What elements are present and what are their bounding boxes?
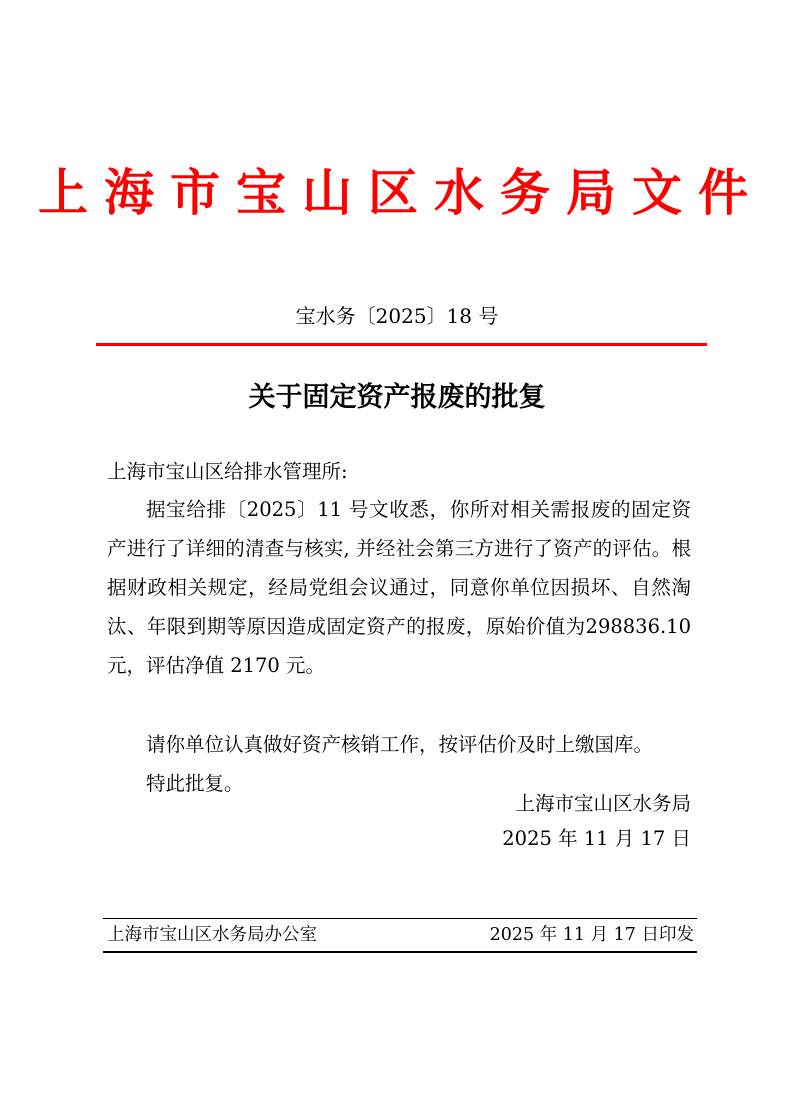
footer-issuer: 上海市宝山区水务局办公室 [107,925,317,945]
document-header-title: 上海市宝山区水务局文件 [38,163,764,222]
footer-bottom-rule [103,951,697,953]
footer-top-rule [103,918,697,919]
recipient: 上海市宝山区给排水管理所: [107,460,348,483]
footer-issue-date: 2025 年 11 月 17 日印发 [489,925,694,945]
document-number: 宝水务〔2025〕18 号 [295,304,499,328]
signature-organization: 上海市宝山区水务局 [515,792,691,815]
document-title: 关于固定资产报废的批复 [248,382,546,413]
body-paragraph: 请你单位认真做好资产核销工作，按评估价及时上缴国库。 [146,733,654,756]
red-separator-rule [96,343,707,346]
body-paragraph: 据宝给排〔2025〕11 号文收悉，你所对相关需报废的固定资产进行了详细的清查与核实, 并经社会第三方进行了资产的评估。根据财政相关规定，经局党组会议通过，同意你单位因损坏、自然淘汰、年限到期等原因造成固定资产的报废，原始价值为298836.10 元，评估净值 2170 元。 [107,498,691,677]
signature-date: 2025 年 11 月 17 日 [502,827,691,850]
body-paragraph: 特此批复。 [146,772,244,795]
